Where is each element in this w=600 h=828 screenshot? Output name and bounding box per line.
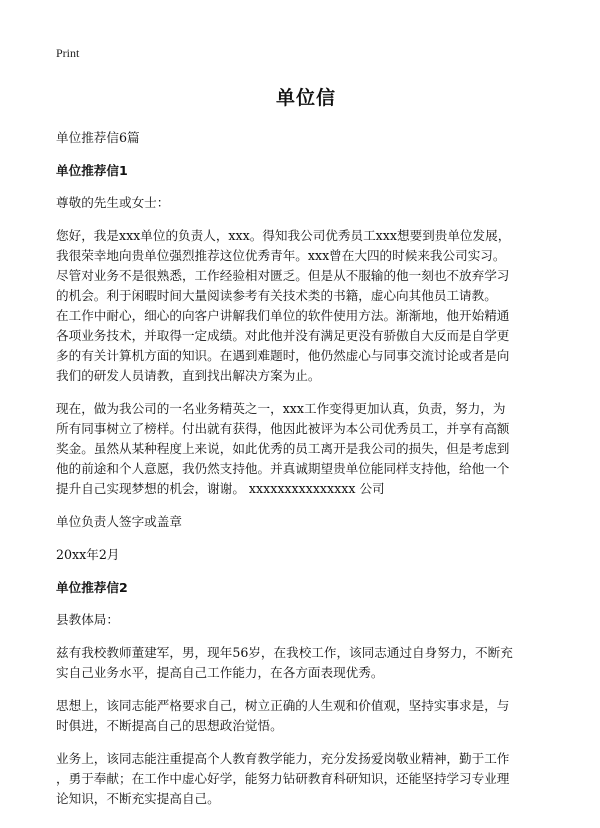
- letter1-salutation: 尊敬的先生或女士：: [56, 195, 170, 210]
- text-line: 各项业务技术，并取得一定成绩。对此他并没有满足更没有骄傲自大反而是自学更: [56, 328, 510, 343]
- text-line: 您好，我是xxx单位的负责人，xxx。得知我公司优秀员工xxx想要到贵单位发展，: [56, 228, 511, 243]
- print-label[interactable]: Print: [56, 46, 80, 60]
- text-line: 思想上，该同志能严格要求自己，树立正确的人生观和价值观，坚持实事求是，与: [56, 698, 510, 713]
- letter1-signature: 单位负责人签字或盖章: [56, 514, 182, 529]
- letter1-paragraph2: [56, 399, 556, 499]
- document-title: 单位信: [275, 87, 336, 109]
- text-line: 时俱进，不断提高自己的思想政治觉悟。: [56, 718, 283, 733]
- text-line: 所有同事树立了榜样。付出就有获得，他因此被评为本公司优秀员工，并享有高额: [56, 421, 510, 436]
- letter2-heading: 单位推荐信2: [56, 580, 128, 595]
- letter1-date: 20xx年2月: [56, 547, 120, 562]
- text-line: 他的前途和个人意愿，我仍然支持他。并真诚期望贵单位能同样支持他，给他一个: [56, 461, 510, 476]
- letter2-paragraph3: [56, 749, 556, 809]
- text-line: 现在，做为我公司的一名业务精英之一，xxx工作变得更加认真，负责，努力，为: [56, 401, 506, 416]
- text-line: 奖金。虽然从某种程度上来说，如此优秀的员工离开是我公司的损失，但是考虑到: [56, 441, 510, 456]
- text-line: 我们的研发人员请教，直到找出解决方案为止。: [56, 368, 321, 383]
- text-line: ，勇于奉献；在工作中虚心好学，能努力钻研教育科研知识，还能坚持学习专业理: [56, 771, 510, 786]
- text-line: 尽管对业务不是很熟悉，工作经验相对匮乏。但是从不服输的他一刻也不放弃学习: [56, 268, 510, 283]
- text-line: 提升自己实现梦想的机会，谢谢。 xxxxxxxxxxxxxxx 公司: [56, 481, 385, 496]
- text-line: 兹有我校教师董建军，男，现年56岁，在我校工作，该同志通过自身努力，不断充: [56, 645, 513, 660]
- text-line: 的机会。利于闲暇时间大量阅读参考有关技术类的书籍，虚心向其他员工请教。: [56, 288, 497, 303]
- letter1-heading: 单位推荐信1: [56, 163, 128, 178]
- document-page: [56, 46, 556, 822]
- text-line: 实自己业务水平，提高自己工作能力，在各方面表现优秀。: [56, 665, 384, 680]
- letter2-paragraph2: [56, 696, 556, 736]
- letter1-paragraph1: [56, 226, 556, 386]
- document-subtitle: 单位推荐信6篇: [56, 130, 140, 145]
- letter2-salutation: 县教体局：: [56, 612, 119, 627]
- letter2-paragraph1: [56, 643, 556, 683]
- text-line: 多的有关计算机方面的知识。在遇到难题时，他仍然虚心与同事交流讨论或者是向: [56, 348, 510, 363]
- text-line: 论知识，不断充实提高自己。: [56, 791, 220, 806]
- text-line: 我很荣幸地向贵单位强烈推荐这位优秀青年。xxx曾在大四的时候来我公司实习。: [56, 248, 506, 263]
- text-line: 业务上，该同志能注重提高个人教育教学能力，充分发扬爱岗敬业精神，勤于工作: [56, 751, 510, 766]
- text-line: 在工作中耐心，细心的向客户讲解我们单位的软件使用方法。渐渐地，他开始精通: [56, 308, 510, 323]
